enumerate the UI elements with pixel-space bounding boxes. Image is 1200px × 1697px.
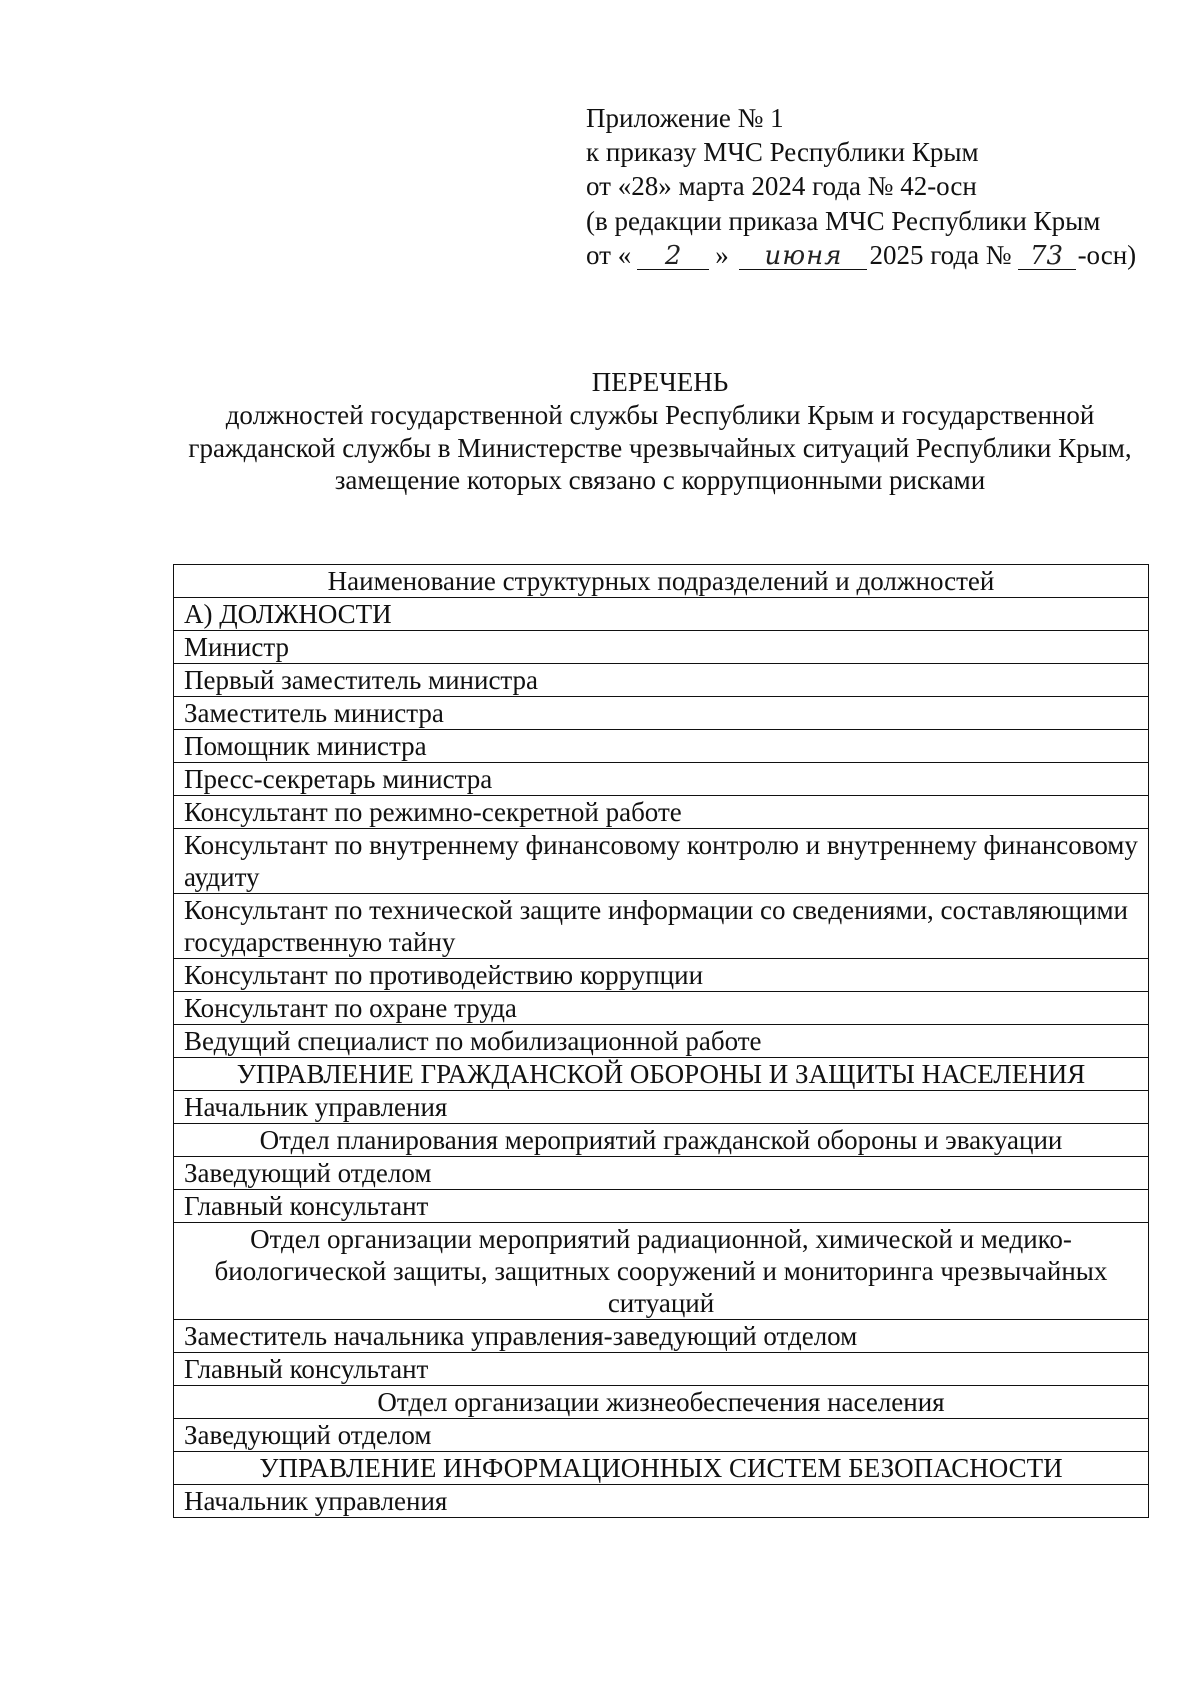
position-cell: Первый заместитель министра (174, 664, 1149, 697)
position-cell: Заместитель начальника управления-заведующий отделом (174, 1320, 1149, 1353)
section-title-cell: Отдел планирования мероприятий гражданской обороны и эвакуации (174, 1124, 1149, 1157)
section-row (174, 1452, 1149, 1485)
position-cell: Начальник управления (174, 1091, 1149, 1124)
appendix-line: к приказу МЧС Республики Крым (586, 137, 979, 168)
appendix-edition-line (586, 238, 1136, 272)
position-cell: Помощник министра (174, 730, 1149, 763)
position-row (174, 894, 1149, 959)
positions-table (173, 564, 1149, 1518)
section-title-cell: Отдел организации мероприятий радиационной, химической и медико-биологической защиты, защитных сооружений и мониторинга чрезвычайных ситуаций (174, 1223, 1149, 1320)
position-cell: Главный консультант (174, 1190, 1149, 1223)
position-row (174, 1485, 1149, 1518)
document-heading (180, 366, 1140, 497)
section-row (174, 1124, 1149, 1157)
position-row (174, 763, 1149, 796)
appendix-line: (в редакции приказа МЧС Республики Крым (586, 205, 1101, 236)
position-row (174, 1190, 1149, 1223)
position-row (174, 796, 1149, 829)
handwritten-day: 2 (637, 243, 709, 270)
position-row (174, 697, 1149, 730)
position-cell: Заведующий отделом (174, 1419, 1149, 1452)
section-title-cell: УПРАВЛЕНИЕ ГРАЖДАНСКОЙ ОБОРОНЫ И ЗАЩИТЫ НАСЕЛЕНИЯ (174, 1058, 1149, 1091)
document-title: ПЕРЕЧЕНЬ (591, 367, 729, 397)
position-row (174, 1025, 1149, 1058)
appendix-line: Приложение № 1 (586, 103, 784, 133)
section-row (174, 1386, 1149, 1419)
position-cell: Заместитель министра (174, 697, 1149, 730)
position-cell: А) ДОЛЖНОСТИ (174, 598, 1149, 631)
position-cell: Начальник управления (174, 1485, 1149, 1518)
table-header-row (174, 565, 1149, 598)
position-cell: Консультант по технической защите информации со сведениями, составляющими государственную тайну (174, 894, 1149, 959)
section-title-cell: УПРАВЛЕНИЕ ИНФОРМАЦИОННЫХ СИСТЕМ БЕЗОПАСНОСТИ (174, 1452, 1149, 1485)
position-row (174, 631, 1149, 664)
handwritten-order-number: 73 (1018, 243, 1076, 270)
position-row (174, 959, 1149, 992)
position-cell: Консультант по режимно-секретной работе (174, 796, 1149, 829)
position-cell: Пресс-секретарь министра (174, 763, 1149, 796)
appendix-block (586, 101, 1136, 272)
position-row (174, 730, 1149, 763)
section-row (174, 1223, 1149, 1320)
position-cell: Консультант по охране труда (174, 992, 1149, 1025)
edition-year: 2025 года № (869, 239, 1012, 270)
position-row (174, 598, 1149, 631)
position-cell: Министр (174, 631, 1149, 664)
edition-suffix: -осн) (1077, 239, 1137, 270)
handwritten-month: июня (739, 243, 867, 270)
position-row (174, 1091, 1149, 1124)
position-row (174, 1157, 1149, 1190)
position-row (174, 1353, 1149, 1386)
section-title-cell: Отдел организации жизнеобеспечения населения (174, 1386, 1149, 1419)
position-row (174, 1320, 1149, 1353)
positions-table-body (174, 565, 1149, 1518)
position-cell: Заведующий отделом (174, 1157, 1149, 1190)
document-subtitle: должностей государственной службы Республики Крым и государственной гражданской службы в Министерстве чрезвычайных ситуаций Республики Крым, замещение которых связано с коррупционными рисками (188, 399, 1132, 496)
position-cell: Консультант по внутреннему финансовому контролю и внутреннему финансовому аудиту (174, 829, 1149, 894)
position-row (174, 664, 1149, 697)
position-cell: Консультант по противодействию коррупции (174, 959, 1149, 992)
appendix-line: от «28» марта 2024 года № 42-осн (586, 171, 977, 202)
position-row (174, 1419, 1149, 1452)
position-cell: Главный консультант (174, 1353, 1149, 1386)
position-row (174, 829, 1149, 894)
table-header-cell: Наименование структурных подразделений и должностей (174, 565, 1149, 598)
edition-separator: » (715, 239, 729, 270)
position-cell: Ведущий специалист по мобилизационной работе (174, 1025, 1149, 1058)
position-row (174, 992, 1149, 1025)
section-row (174, 1058, 1149, 1091)
edition-prefix: от « (586, 239, 632, 270)
